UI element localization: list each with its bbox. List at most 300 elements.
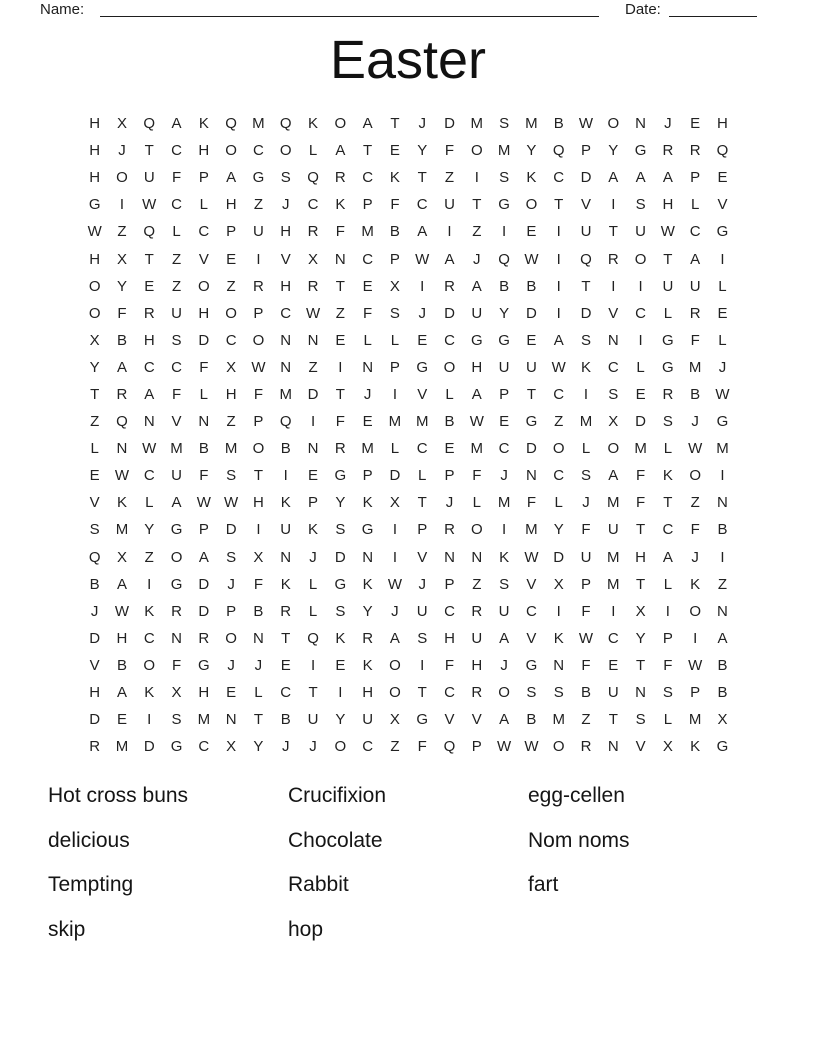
grid-letter: T <box>608 223 618 241</box>
grid-letter: Y <box>335 711 346 729</box>
grid-letter: W <box>142 196 157 214</box>
grid-letter: L <box>308 142 318 160</box>
grid-letter: K <box>362 494 373 512</box>
grid-letter: T <box>308 684 318 702</box>
grid-letter: Y <box>362 602 373 620</box>
grid-letter: T <box>581 277 591 295</box>
grid-letter: Y <box>499 304 510 322</box>
grid-letter: F <box>636 467 646 485</box>
date-label: Date: <box>625 1 661 18</box>
grid-letter: L <box>308 575 318 593</box>
grid-letter: W <box>551 358 566 376</box>
grid-letter: F <box>690 521 700 539</box>
grid-letter: T <box>663 494 673 512</box>
grid-letter: O <box>607 115 620 133</box>
grid-letter: A <box>198 548 209 566</box>
grid-letter: C <box>607 358 619 376</box>
grid-letter: F <box>253 385 264 403</box>
grid-letter: W <box>524 250 539 268</box>
grid-letter: H <box>362 684 374 702</box>
date-blank-line <box>669 0 757 17</box>
grid-letter: H <box>225 196 237 214</box>
grid-letter: N <box>553 656 565 674</box>
grid-letter: O <box>498 684 510 702</box>
grid-letter: G <box>662 358 674 376</box>
grid-letter: U <box>362 711 374 729</box>
grid-letter: A <box>662 548 673 566</box>
grid-letter: N <box>171 629 182 647</box>
grid-letter: J <box>473 250 481 268</box>
grid-letter: T <box>526 385 536 403</box>
grid-letter: Y <box>89 358 100 376</box>
grid-letter: I <box>502 521 507 539</box>
grid-letter: B <box>116 331 127 349</box>
grid-letter: A <box>144 385 155 403</box>
grid-letter: T <box>281 629 291 647</box>
grid-letter: H <box>253 494 264 512</box>
grid-letter: C <box>171 196 182 214</box>
grid-letter: L <box>308 602 318 620</box>
grid-letter: D <box>525 440 537 458</box>
grid-letter: Y <box>253 738 264 756</box>
grid-letter: N <box>307 331 319 349</box>
grid-letter: J <box>500 656 508 674</box>
grid-letter: H <box>198 684 210 702</box>
grid-letter: M <box>497 494 511 512</box>
grid-letter: D <box>444 304 455 322</box>
grid-letter: V <box>717 196 728 214</box>
grid-letter: O <box>389 684 401 702</box>
grid-letter: I <box>420 656 425 674</box>
grid-letter: L <box>581 440 591 458</box>
grid-letter: E <box>444 440 455 458</box>
grid-letter: Q <box>716 142 729 160</box>
grid-letter: Z <box>554 413 564 431</box>
grid-letter: F <box>171 169 182 187</box>
grid-letter: X <box>389 494 400 512</box>
grid-letter: O <box>552 738 565 756</box>
grid-letter: S <box>499 575 510 593</box>
grid-letter: M <box>688 358 702 376</box>
grid-letter: A <box>171 494 182 512</box>
grid-letter: S <box>280 169 291 187</box>
grid-letter: O <box>634 250 647 268</box>
grid-letter: G <box>498 196 510 214</box>
grid-letter: M <box>197 711 211 729</box>
grid-letter: O <box>252 440 265 458</box>
grid-letter: T <box>417 684 427 702</box>
grid-letter: B <box>717 521 728 539</box>
grid-letter: O <box>198 277 210 295</box>
grid-letter: N <box>143 413 155 431</box>
grid-letter: O <box>88 277 101 295</box>
grid-letter: C <box>143 358 155 376</box>
grid-letter: X <box>226 738 237 756</box>
grid-letter: F <box>581 656 591 674</box>
grid-letter: P <box>690 169 701 187</box>
grid-letter: K <box>362 575 373 593</box>
grid-letter: S <box>580 331 591 349</box>
grid-letter: Z <box>335 304 345 322</box>
grid-letter: T <box>663 250 673 268</box>
grid-letter: X <box>308 250 319 268</box>
grid-letter: L <box>90 440 99 458</box>
grid-letter: C <box>689 223 701 241</box>
grid-letter: H <box>662 196 674 214</box>
grid-letter: Z <box>171 277 182 295</box>
grid-letter: J <box>227 575 235 593</box>
grid-letter: P <box>226 602 237 620</box>
grid-letter: F <box>690 331 700 349</box>
grid-letter: Q <box>307 629 319 647</box>
grid-letter: I <box>556 304 561 322</box>
grid-letter: U <box>607 684 619 702</box>
grid-letter: N <box>444 548 455 566</box>
grid-letter: C <box>444 602 455 620</box>
grid-letter: U <box>171 467 182 485</box>
grid-letter: D <box>444 115 455 133</box>
grid-letter: N <box>280 331 292 349</box>
grid-letter: W <box>305 304 321 322</box>
grid-letter: J <box>254 656 263 674</box>
grid-letter: C <box>198 223 210 241</box>
grid-letter: H <box>89 142 101 160</box>
grid-letter: O <box>525 196 538 214</box>
grid-letter: E <box>116 711 127 729</box>
grid-letter: T <box>363 142 373 160</box>
grid-letter: W <box>415 250 430 268</box>
grid-letter: P <box>226 223 237 241</box>
grid-letter: F <box>417 738 427 756</box>
grid-letter: B <box>553 115 564 133</box>
grid-letter: O <box>116 169 128 187</box>
grid-letter: B <box>717 684 728 702</box>
grid-letter: F <box>526 494 536 512</box>
grid-letter: I <box>147 711 152 729</box>
grid-letter: S <box>580 467 591 485</box>
word-list-item: egg-cellen <box>528 784 625 808</box>
grid-letter: X <box>171 684 182 702</box>
grid-letter: K <box>690 575 701 593</box>
grid-letter: E <box>362 277 373 295</box>
grid-letter: V <box>526 575 537 593</box>
grid-letter: X <box>662 738 673 756</box>
grid-letter: A <box>717 629 728 647</box>
grid-letter: B <box>526 277 537 295</box>
grid-letter: C <box>143 629 155 647</box>
grid-letter: L <box>691 196 700 214</box>
grid-letter: K <box>389 169 400 187</box>
grid-letter: K <box>499 548 510 566</box>
word-list-item: Rabbit <box>288 873 349 897</box>
grid-letter: K <box>690 738 701 756</box>
grid-letter: L <box>663 304 673 322</box>
grid-letter: N <box>717 602 728 620</box>
grid-letter: A <box>635 169 646 187</box>
grid-letter: M <box>525 521 538 539</box>
grid-letter: W <box>387 575 402 593</box>
grid-letter: D <box>198 575 210 593</box>
grid-letter: C <box>444 331 455 349</box>
grid-letter: S <box>553 684 564 702</box>
grid-letter: S <box>417 629 428 647</box>
grid-letter: D <box>389 467 401 485</box>
grid-letter: U <box>580 223 592 241</box>
grid-letter: E <box>499 413 510 431</box>
grid-letter: I <box>720 467 725 485</box>
grid-letter: G <box>88 196 101 214</box>
grid-letter: T <box>554 196 564 214</box>
grid-letter: S <box>499 169 510 187</box>
grid-letter: L <box>199 385 208 403</box>
grid-letter: L <box>445 385 454 403</box>
grid-letter: W <box>497 738 512 756</box>
grid-letter: I <box>338 684 343 702</box>
grid-letter: I <box>611 602 616 620</box>
grid-letter: P <box>389 358 400 376</box>
grid-letter: K <box>116 494 127 512</box>
grid-letter: P <box>308 494 319 512</box>
grid-letter: D <box>525 304 537 322</box>
grid-letter: O <box>334 115 347 133</box>
grid-letter: U <box>143 169 155 187</box>
grid-letter: Y <box>116 277 127 295</box>
grid-letter: U <box>307 711 319 729</box>
grid-letter: O <box>689 467 702 485</box>
grid-letter: K <box>335 196 346 214</box>
word-list-item: delicious <box>48 828 130 852</box>
grid-letter: D <box>143 738 155 756</box>
grid-letter: X <box>89 331 100 349</box>
grid-letter: R <box>143 304 155 322</box>
grid-letter: B <box>280 440 291 458</box>
grid-letter: V <box>608 304 619 322</box>
grid-letter: A <box>171 115 182 133</box>
grid-letter: I <box>665 602 670 620</box>
grid-letter: F <box>253 575 264 593</box>
grid-letter: Q <box>116 413 128 431</box>
grid-letter: H <box>89 169 101 187</box>
grid-letter: A <box>471 277 482 295</box>
grid-letter: D <box>334 548 346 566</box>
grid-letter: F <box>171 385 182 403</box>
grid-letter: P <box>580 575 591 593</box>
grid-letter: W <box>688 656 703 674</box>
grid-letter: C <box>198 738 210 756</box>
grid-letter: H <box>116 629 128 647</box>
grid-letter: D <box>198 602 210 620</box>
grid-letter: R <box>362 629 374 647</box>
grid-letter: J <box>118 142 126 160</box>
grid-letter: N <box>116 440 128 458</box>
grid-letter: P <box>253 304 264 322</box>
grid-letter: V <box>635 738 646 756</box>
grid-letter: P <box>417 521 428 539</box>
grid-letter: K <box>144 602 155 620</box>
grid-letter: L <box>663 440 673 458</box>
grid-letter: Q <box>307 169 319 187</box>
grid-letter: V <box>417 385 428 403</box>
grid-letter: M <box>415 413 429 431</box>
grid-letter: F <box>335 413 345 431</box>
grid-letter: R <box>471 602 483 620</box>
grid-letter: Z <box>117 223 127 241</box>
grid-letter: L <box>636 358 645 376</box>
grid-letter: F <box>581 602 591 620</box>
grid-letter: K <box>198 115 209 133</box>
grid-letter: O <box>252 331 265 349</box>
grid-letter: I <box>147 575 152 593</box>
grid-letter: J <box>418 575 426 593</box>
grid-letter: J <box>500 467 508 485</box>
grid-letter: G <box>416 358 429 376</box>
grid-letter: Y <box>144 521 155 539</box>
grid-letter: I <box>256 250 261 268</box>
grid-letter: E <box>144 277 155 295</box>
grid-letter: M <box>607 494 620 512</box>
grid-letter: H <box>89 684 101 702</box>
grid-letter: E <box>526 331 537 349</box>
grid-letter: N <box>607 331 619 349</box>
grid-letter: P <box>662 629 673 647</box>
grid-letter: R <box>89 738 101 756</box>
grid-letter: N <box>225 711 237 729</box>
grid-letter: L <box>363 331 372 349</box>
grid-letter: P <box>362 467 373 485</box>
grid-letter: J <box>90 602 99 620</box>
grid-letter: O <box>225 142 237 160</box>
grid-letter: M <box>634 440 647 458</box>
grid-letter: L <box>145 494 154 512</box>
grid-letter: C <box>362 169 374 187</box>
grid-letter: N <box>525 467 537 485</box>
grid-letter: E <box>308 467 319 485</box>
grid-letter: B <box>580 684 591 702</box>
grid-letter: P <box>444 575 455 593</box>
grid-letter: E <box>89 467 100 485</box>
grid-letter: U <box>662 277 674 295</box>
grid-letter: U <box>498 602 510 620</box>
grid-letter: P <box>389 250 400 268</box>
grid-letter: E <box>280 656 291 674</box>
grid-letter: C <box>171 358 182 376</box>
grid-letter: U <box>498 358 510 376</box>
grid-letter: Q <box>143 223 156 241</box>
grid-letter: J <box>445 494 454 512</box>
grid-letter: N <box>198 413 210 431</box>
grid-letter: J <box>391 602 399 620</box>
grid-letter: J <box>309 548 317 566</box>
grid-letter: S <box>226 548 237 566</box>
grid-letter: Q <box>279 115 292 133</box>
grid-letter: U <box>416 602 428 620</box>
grid-letter: C <box>362 250 374 268</box>
grid-letter: E <box>226 250 237 268</box>
grid-letter: H <box>280 223 292 241</box>
letter-grid <box>81 110 736 760</box>
grid-letter: L <box>172 223 181 241</box>
grid-letter: K <box>362 656 373 674</box>
grid-letter: L <box>718 277 727 295</box>
grid-letter: G <box>170 575 183 593</box>
grid-letter: S <box>335 521 346 539</box>
grid-letter: E <box>635 385 646 403</box>
grid-letter: T <box>253 711 264 729</box>
grid-letter: C <box>662 521 674 539</box>
grid-letter: J <box>363 385 372 403</box>
name-blank-line <box>100 0 599 17</box>
grid-letter: M <box>525 115 538 133</box>
grid-letter: Y <box>635 629 646 647</box>
grid-letter: Q <box>143 115 156 133</box>
grid-letter: Q <box>552 142 565 160</box>
grid-letter: N <box>307 440 319 458</box>
name-label: Name: <box>40 1 85 18</box>
word-list-item: hop <box>288 917 324 941</box>
grid-letter: W <box>688 440 703 458</box>
grid-letter: G <box>334 575 347 593</box>
grid-letter: B <box>280 711 291 729</box>
grid-letter: R <box>307 277 319 295</box>
grid-letter: T <box>608 711 618 729</box>
grid-letter: T <box>90 385 100 403</box>
grid-letter: E <box>417 331 428 349</box>
grid-letter: J <box>718 358 727 376</box>
grid-letter: I <box>502 223 507 241</box>
grid-letter: G <box>716 223 729 241</box>
grid-letter: C <box>171 142 182 160</box>
grid-letter: Z <box>717 575 728 593</box>
grid-letter: C <box>635 304 646 322</box>
grid-letter: Z <box>444 169 455 187</box>
grid-letter: G <box>198 656 210 674</box>
grid-letter: C <box>607 629 619 647</box>
grid-letter: Q <box>498 250 510 268</box>
grid-letter: P <box>444 467 455 485</box>
grid-letter: C <box>444 684 455 702</box>
grid-letter: J <box>227 656 235 674</box>
grid-letter: Z <box>581 711 591 729</box>
grid-letter: M <box>497 142 511 160</box>
grid-letter: C <box>416 196 428 214</box>
grid-letter: X <box>253 548 264 566</box>
grid-letter: A <box>553 331 564 349</box>
grid-letter: D <box>635 413 646 431</box>
grid-letter: D <box>89 711 101 729</box>
grid-letter: B <box>389 223 400 241</box>
grid-letter: A <box>335 142 346 160</box>
grid-letter: J <box>418 115 426 133</box>
grid-letter: F <box>363 304 373 322</box>
grid-letter: M <box>470 440 484 458</box>
grid-letter: R <box>334 169 346 187</box>
grid-letter: Z <box>472 223 482 241</box>
grid-letter: C <box>307 196 319 214</box>
grid-letter: K <box>335 629 346 647</box>
grid-letter: C <box>498 440 510 458</box>
grid-letter: U <box>444 196 455 214</box>
grid-letter: M <box>224 440 238 458</box>
grid-letter: I <box>447 223 452 241</box>
grid-letter: R <box>444 521 455 539</box>
grid-letter: E <box>717 304 728 322</box>
grid-letter: O <box>470 142 483 160</box>
grid-letter: P <box>499 385 510 403</box>
grid-letter: F <box>581 521 591 539</box>
grid-letter: Z <box>390 738 400 756</box>
grid-letter: I <box>556 277 561 295</box>
grid-letter: D <box>580 169 592 187</box>
